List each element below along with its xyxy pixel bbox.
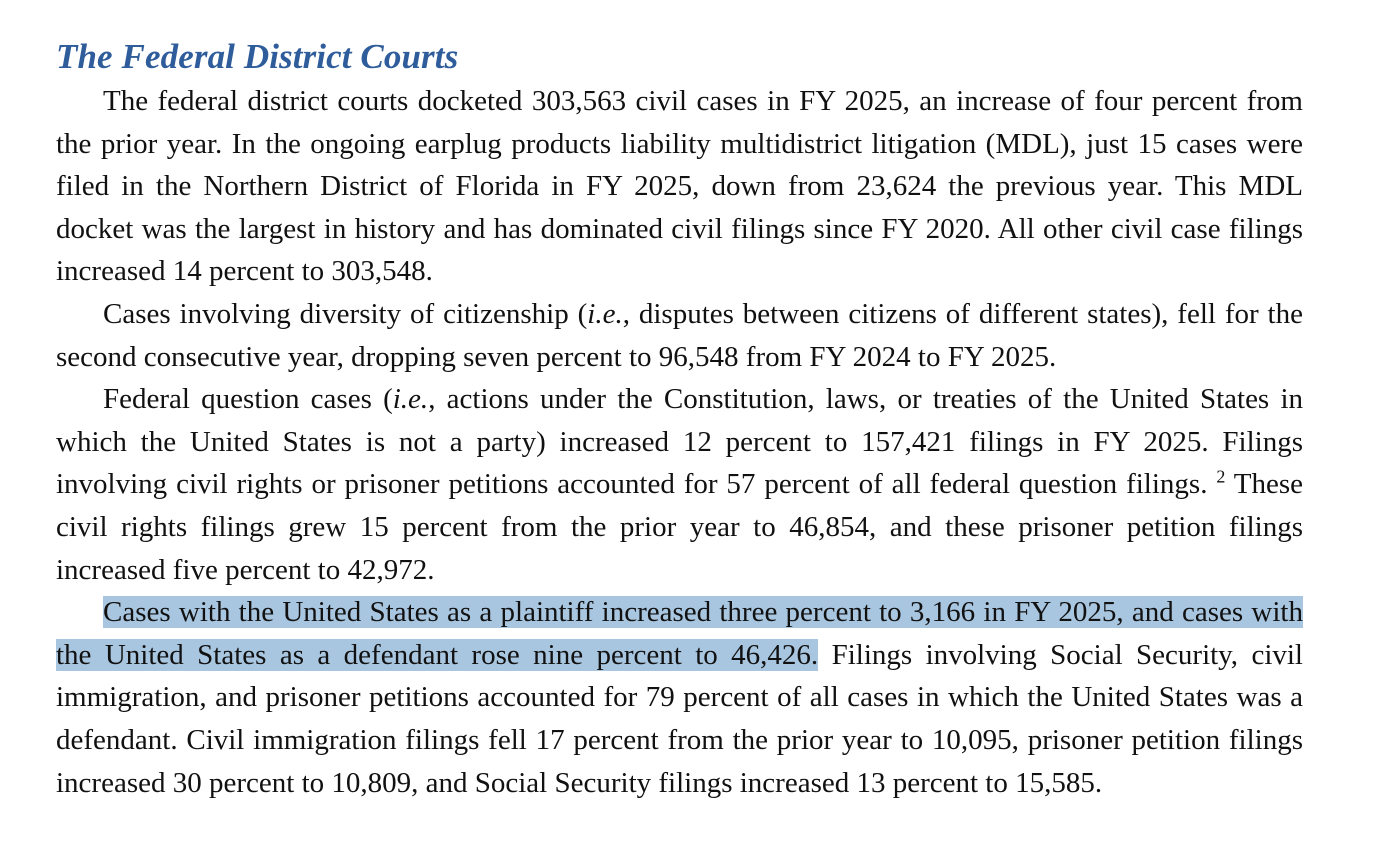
paragraph-2-text-a: Cases involving diversity of citizenship ( bbox=[103, 297, 588, 330]
document-page bbox=[56, 34, 1303, 804]
paragraph-1-text: The federal district courts docketed 303,563 civil cases in FY 2025, an increase of four percent from the prior year. In the ongoing earplug products liability multidistrict litigation (MDL), just 15 cases were filed in the Northern District of Florida in FY 2025, down from 23,624 the previous year. This MDL docket was the largest in history and has dominated civil filings since FY 2020. All other civil case filings increased 14 percent to 303,548. bbox=[56, 85, 1303, 288]
paragraph-4-text: Filings involving Social Security, civil immigration, and prisoner petitions accounted for 79 percent of all cases in which the United States was a defendant. Civil immigration filings fell 17 percent from the prior year to 10,095, prisoner petition filings increased 30 percent to 10,809, and Social Security filings increased 13 percent to 15,585. bbox=[56, 638, 1303, 799]
highlighted-selection[interactable]: Cases with the United States as a plaintiff increased three percent to 3,166 in FY 2025, and cases with the United States as a defendant rose nine percent to 46,426. bbox=[56, 596, 1303, 671]
footnote-marker[interactable]: 2 bbox=[1216, 466, 1226, 487]
paragraph-3-text-b: , actions under the Constitution, laws, or treaties of the United States in which the United States is not a party) increased 12 percent to 157,421 filings in FY 2025. Filings involving civil rights or prisoner petitions accounted for 57 percent of all federal question filings. bbox=[56, 383, 1304, 501]
paragraph-2-text-b: , disputes between citizens of different states), fell for the second consecutive year, dropping seven percent to 96,548 from FY 2024 to FY 2025. bbox=[56, 297, 1303, 373]
paragraph-3-ie: i.e. bbox=[392, 383, 429, 416]
paragraph-3 bbox=[56, 378, 1303, 591]
paragraph-4 bbox=[56, 591, 1303, 804]
paragraph-3-text-a: Federal question cases ( bbox=[103, 383, 393, 416]
paragraph-2-ie: i.e. bbox=[587, 297, 623, 330]
paragraph-3-text-c: These civil rights filings grew 15 percent from the prior year to 46,854, and these prisoner petition filings increased five percent to 42,972. bbox=[56, 468, 1303, 586]
paragraph-2 bbox=[56, 293, 1303, 378]
paragraph-1 bbox=[56, 80, 1303, 293]
section-title: The Federal District Courts bbox=[56, 37, 459, 76]
